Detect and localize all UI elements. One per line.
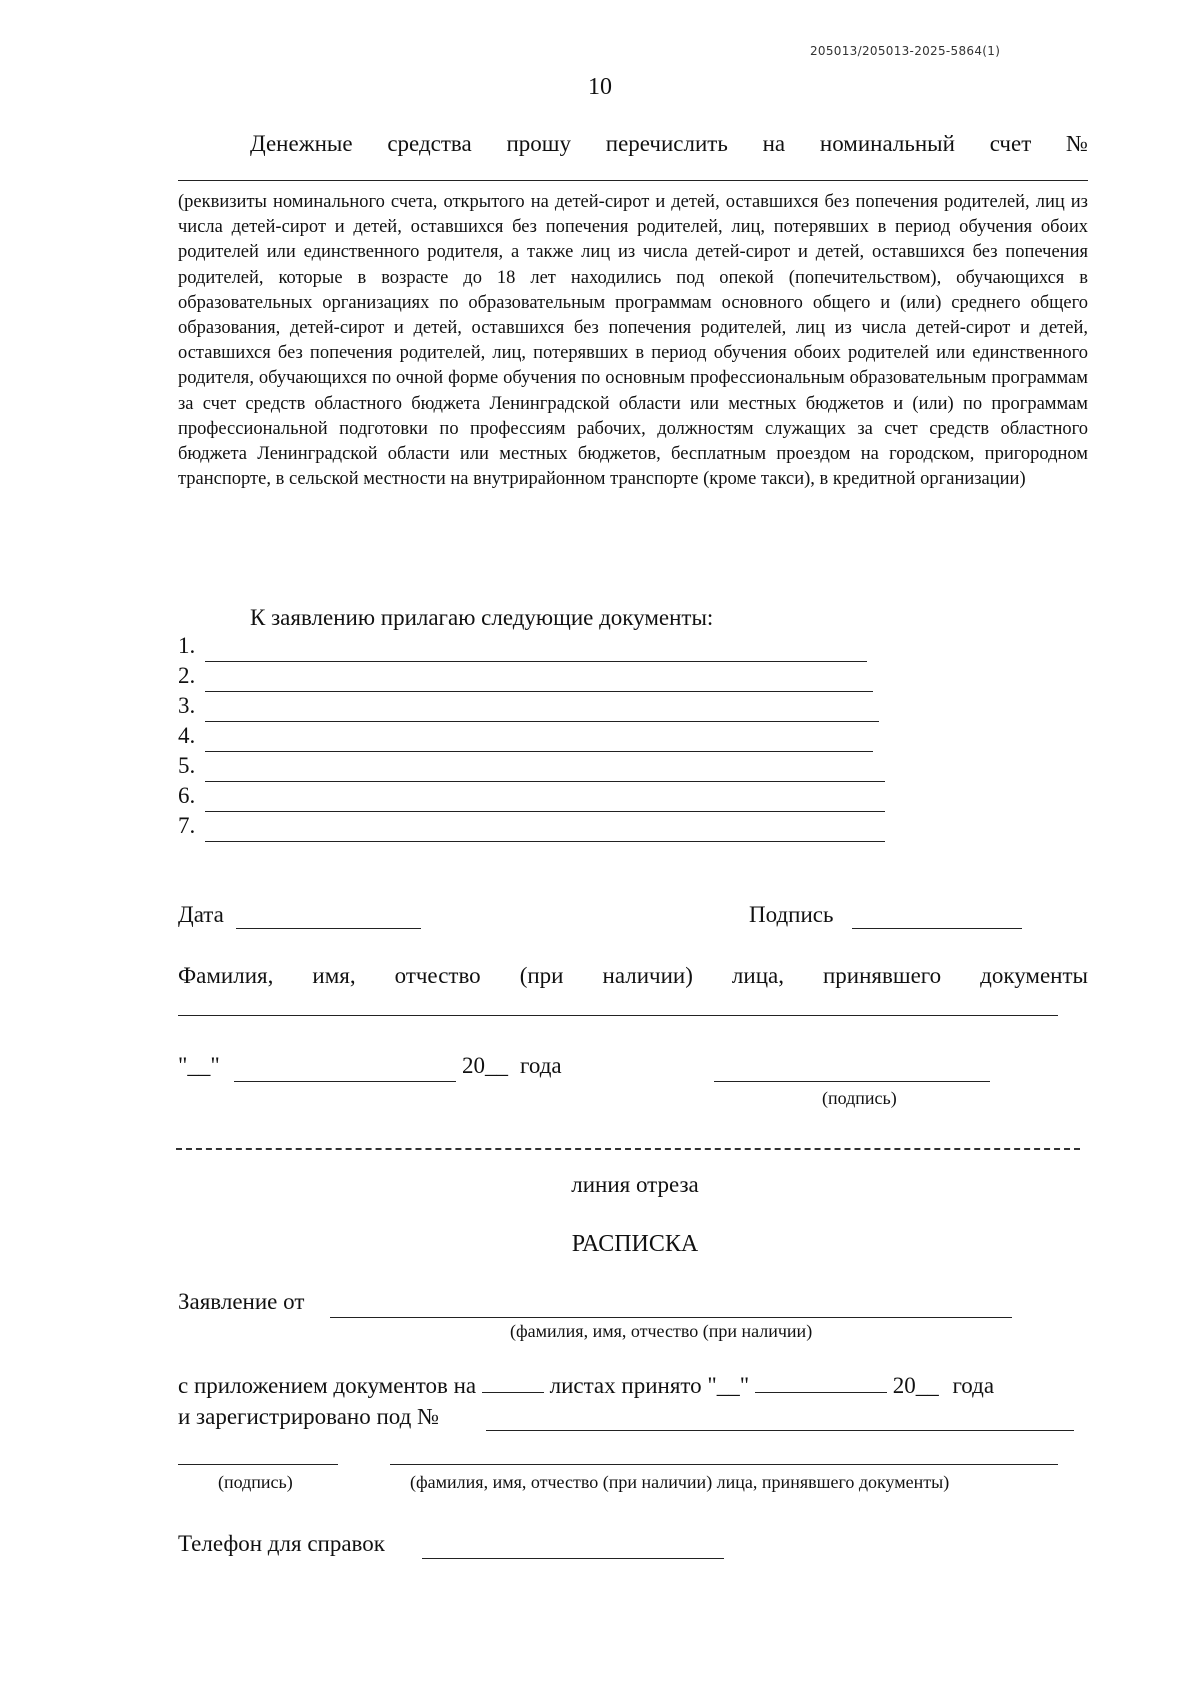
attachment-item-4: 4. — [178, 723, 196, 748]
receipt-with-docs — [178, 1373, 994, 1399]
attachment-line-6[interactable] — [205, 811, 885, 812]
attachment-line-4[interactable] — [205, 751, 873, 752]
attachment-item-5: 5. — [178, 753, 196, 778]
receipt-from-label: Заявление от — [178, 1289, 305, 1314]
receiver-label-row — [178, 963, 1088, 989]
accept-signature-line[interactable] — [714, 1081, 990, 1082]
receipt-year-suffix: года — [952, 1373, 995, 1398]
attachment-line-3[interactable] — [205, 721, 879, 722]
receipt-date-month-blank[interactable] — [755, 1374, 887, 1393]
accept-year-suffix: года — [520, 1053, 562, 1078]
attachment-item-7: 7. — [178, 813, 196, 838]
phone-label: Телефон для справок — [178, 1531, 385, 1556]
receipt-date-quotes: "__" — [707, 1373, 750, 1398]
receipt-year-prefix: 20__ — [892, 1373, 939, 1398]
signature-label: Подпись — [749, 902, 834, 927]
receipt-registered: и зарегистрировано под № — [178, 1404, 440, 1429]
accept-date-month-line[interactable] — [234, 1081, 456, 1082]
receipt-sheets-accepted: листах принято — [549, 1373, 702, 1398]
attachment-line-1[interactable] — [205, 661, 867, 662]
page-number: 10 — [588, 74, 612, 100]
receipt-receiver-caption: (фамилия, имя, отчество (при наличии) лица, принявшего документы) — [410, 1472, 950, 1492]
receipt-fio-caption: (фамилия, имя, отчество (при наличии) — [510, 1321, 813, 1341]
attachment-line-2[interactable] — [205, 691, 873, 692]
attachment-line-5[interactable] — [205, 781, 885, 782]
accept-signature-caption: (подпись) — [822, 1088, 897, 1108]
attachment-line-7[interactable] — [205, 841, 885, 842]
document-id: 205013/205013-2025-5864(1) — [810, 44, 1001, 58]
cut-line-label: линия отреза — [571, 1172, 699, 1197]
cut-line — [176, 1148, 1080, 1150]
attachment-item-3: 3. — [178, 693, 196, 718]
date-line[interactable] — [236, 928, 421, 929]
attachment-item-2: 2. — [178, 663, 196, 688]
phone-line[interactable] — [422, 1558, 724, 1559]
attachment-item-6: 6. — [178, 783, 196, 808]
receipt-sheets-blank[interactable] — [482, 1374, 544, 1393]
receipt-title: РАСПИСКА — [571, 1231, 699, 1257]
receipt-sign-line[interactable] — [178, 1464, 338, 1465]
receipt-receiver-line[interactable] — [390, 1464, 1058, 1465]
payment-intro: Денежные средства прошу перечислить на номинальный счет № — [250, 131, 1088, 156]
account-number-line — [178, 180, 1088, 181]
receiver-label: Фамилия, имя, отчество (при наличии) лица, принявшего документы — [178, 963, 1088, 988]
accept-date-quotes: "__" — [178, 1053, 220, 1078]
requisites-note: (реквизиты номинального счета, открытого на детей-сирот и детей, оставшихся без попечения родителей, лиц из числа детей-сирот и детей, оставшихся без попечения родителей, лиц, потерявших в период обучения обоих родителей или единственного родителя, а также лиц из числа детей-сирот и детей, оставшихся без попечения родителей, которые в возрасте до 18 лет находились под опекой (попечительством), обучающихся в образовательных организациях по образовательным программам основного общего и (или) среднего общего образования, детей-сирот и детей, оставшихся без попечения родителей, лиц из числа детей-сирот и детей, оставшихся без попечения родителей, лиц, потерявших в период обучения обоих родителей или единственного родителя, обучающихся по очной форме обучения по основным профессиональным образовательным программам за счет средств областного бюджета Ленинградской области или местных бюджетов и (или) по программам профессиональной подготовки по профессиям рабочих, должностям служащих за счет средств областного бюджета Ленинградской области или местных бюджетов, бесплатным проездом на городском, пригородном транспорте, в сельской местности на внутрирайонном транспорте (кроме такси), в кредитной организации) — [178, 192, 1088, 490]
attachment-item-1: 1. — [178, 633, 196, 658]
attachments-label: К заявлению прилагаю следующие документы: — [250, 605, 714, 630]
accept-year-prefix: 20__ — [462, 1053, 508, 1078]
receipt-from-line[interactable] — [330, 1317, 1012, 1318]
receipt-registered-line[interactable] — [486, 1430, 1074, 1431]
signature-line[interactable] — [852, 928, 1022, 929]
date-label: Дата — [178, 902, 224, 927]
receipt-with-docs-label: с приложением документов на — [178, 1373, 477, 1398]
receiver-fio-line[interactable] — [178, 1015, 1058, 1016]
receipt-sign-caption: (подпись) — [218, 1472, 293, 1492]
